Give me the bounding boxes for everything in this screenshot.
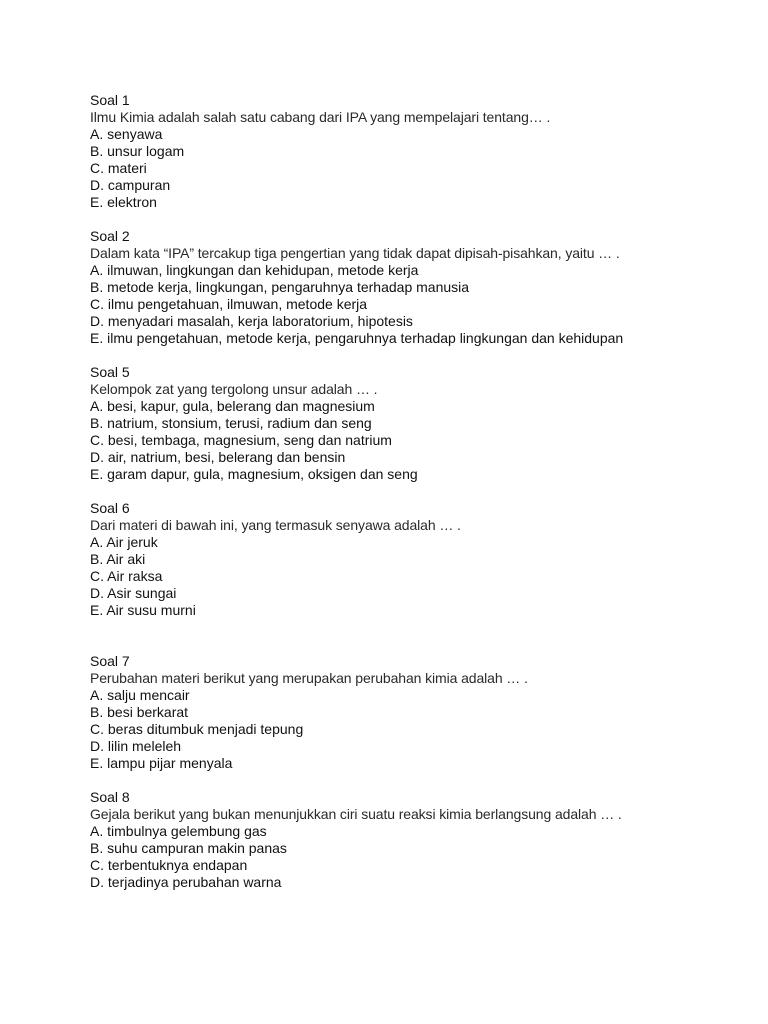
question-1 (90, 92, 740, 211)
question-2 (90, 228, 740, 347)
question-title: Soal 6 (90, 500, 130, 516)
answer-options (90, 126, 740, 211)
question-title: Soal 8 (90, 789, 130, 805)
answer-option: B. besi berkarat (90, 704, 189, 720)
spacer (90, 772, 740, 789)
answer-option: A. Air jeruk (90, 534, 158, 550)
answer-options (90, 398, 740, 483)
answer-option: A. salju mencair (90, 687, 190, 703)
spacer (90, 483, 740, 500)
question-title: Soal 2 (90, 228, 130, 244)
answer-option: C. terbentuknya endapan (90, 857, 248, 873)
answer-option: D. lilin meleleh (90, 738, 182, 754)
answer-option: A. ilmuwan, lingkungan dan kehidupan, metode kerja (90, 262, 419, 278)
answer-options (90, 262, 740, 347)
spacer (90, 347, 740, 364)
answer-option: B. Air aki (90, 551, 146, 567)
answer-option: E. ilmu pengetahuan, metode kerja, pengaruhnya terhadap lingkungan dan kehidupan (90, 330, 624, 346)
answer-option: B. metode kerja, lingkungan, pengaruhnya terhadap manusia (90, 279, 470, 295)
answer-option: D. campuran (90, 177, 171, 193)
question-text: Dalam kata “IPA” tercakup tiga pengertian yang tidak dapat dipisah-pisahkan, yaitu … . (90, 245, 620, 261)
question-7 (90, 653, 740, 772)
question-6 (90, 500, 740, 619)
answer-option: D. air, natrium, besi, belerang dan bensin (90, 449, 346, 465)
question-8 (90, 789, 740, 891)
answer-option: A. timbulnya gelembung gas (90, 823, 267, 839)
answer-option: C. ilmu pengetahuan, ilmuwan, metode kerja (90, 296, 368, 312)
answer-option: D. menyadari masalah, kerja laboratorium, hipotesis (90, 313, 413, 329)
answer-option: E. lampu pijar menyala (90, 755, 233, 771)
answer-options (90, 823, 740, 891)
answer-option: C. materi (90, 160, 147, 176)
spacer (90, 619, 740, 653)
question-title: Soal 1 (90, 92, 130, 108)
answer-option: C. besi, tembaga, magnesium, seng dan natrium (90, 432, 392, 448)
answer-option: C. Air raksa (90, 568, 163, 584)
question-text: Gejala berikut yang bukan menunjukkan ciri suatu reaksi kimia berlangsung adalah … . (90, 806, 622, 822)
question-text: Kelompok zat yang tergolong unsur adalah … . (90, 381, 378, 397)
answer-option: B. natrium, stonsium, terusi, radium dan seng (90, 415, 372, 431)
answer-option: D. terjadinya perubahan warna (90, 874, 282, 890)
answer-options (90, 687, 740, 772)
question-title: Soal 5 (90, 364, 130, 380)
answer-option: C. beras ditumbuk menjadi tepung (90, 721, 304, 737)
question-text: Dari materi di bawah ini, yang termasuk senyawa adalah … . (90, 517, 461, 533)
answer-option: E. garam dapur, gula, magnesium, oksigen dan seng (90, 466, 418, 482)
answer-option: B. unsur logam (90, 143, 185, 159)
question-5 (90, 364, 740, 483)
document-page (90, 92, 740, 891)
answer-option: A. besi, kapur, gula, belerang dan magnesium (90, 398, 375, 414)
answer-option: A. senyawa (90, 126, 163, 142)
question-title: Soal 7 (90, 653, 130, 669)
question-text: Perubahan materi berikut yang merupakan perubahan kimia adalah … . (90, 670, 528, 686)
spacer (90, 211, 740, 228)
answer-option: E. elektron (90, 194, 157, 210)
answer-option: E. Air susu murni (90, 602, 196, 618)
answer-option: D. Asir sungai (90, 585, 177, 601)
question-text: Ilmu Kimia adalah salah satu cabang dari IPA yang mempelajari tentang… . (90, 109, 551, 125)
answer-option: B. suhu campuran makin panas (90, 840, 287, 856)
answer-options (90, 534, 740, 619)
